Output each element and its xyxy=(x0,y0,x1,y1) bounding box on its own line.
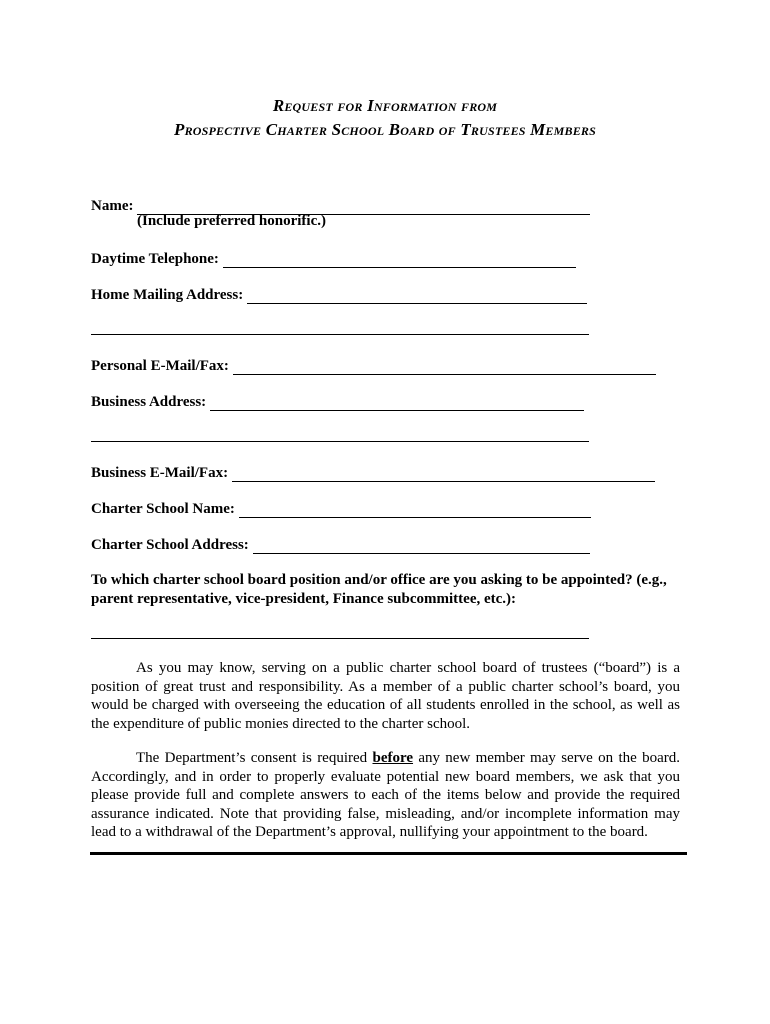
business-email-fax-field xyxy=(91,462,655,482)
document-title-line-2: Prospective Charter School Board of Trustees Members xyxy=(173,120,596,139)
charter-school-name-field xyxy=(91,498,591,518)
home-mailing-address-line-2[interactable] xyxy=(91,334,589,335)
document-title-line-1: Request for Information from xyxy=(272,96,498,115)
business-address-line-2[interactable] xyxy=(91,441,589,442)
business-address-input-line[interactable] xyxy=(210,394,584,411)
charter-school-name-label: Charter School Name: xyxy=(91,501,235,517)
charter-school-address-field xyxy=(91,534,590,554)
intro-paragraph-1: As you may know, serving on a public charter school board of trustees (“board”) is a position of great trust and responsibility. As a member of a public charter school’s board, you would be charged with overseeing the education of all students enrolled in the school, as well as the expenditure of public monies directed to the charter school. xyxy=(91,660,680,732)
charter-school-address-input-line[interactable] xyxy=(253,537,590,554)
charter-school-address-label: Charter School Address: xyxy=(91,537,249,553)
home-mailing-address-label: Home Mailing Address: xyxy=(91,287,244,303)
personal-email-fax-label: Personal E-Mail/Fax: xyxy=(91,358,229,374)
daytime-telephone-input-line[interactable] xyxy=(223,251,576,268)
name-field xyxy=(91,195,590,215)
paragraph-2-emphasis: before xyxy=(372,750,414,766)
daytime-telephone-field xyxy=(91,248,576,268)
board-position-question: To which charter school board position and/or office are you asking to be appointed? (e.g., parent representative, vice-president, Finance subcommittee, etc.): xyxy=(91,572,667,607)
business-address-field xyxy=(91,391,584,411)
section-divider xyxy=(90,852,687,855)
name-label: Name: xyxy=(91,198,134,214)
paragraph-2-text-after: any new member may serve on the board. Accordingly, and in order to properly evaluate potential new board members, we ask that you please provide full and complete answers to each of the items below and provide the required assurance indicated. Note that providing false, misleading, and/or incomplete information may lead to a withdrawal of the Department’s approval, nullifying your appointment to the board. xyxy=(91,750,680,840)
business-email-fax-label: Business E-Mail/Fax: xyxy=(91,465,229,481)
business-address-label: Business Address: xyxy=(91,394,207,410)
paragraph-2-text-before: The Department’s consent is required xyxy=(136,750,373,766)
board-position-answer-line[interactable] xyxy=(91,638,589,639)
home-mailing-address-field xyxy=(91,284,587,304)
intro-paragraph-2 xyxy=(91,749,680,842)
personal-email-fax-input-line[interactable] xyxy=(233,358,656,375)
daytime-telephone-label: Daytime Telephone: xyxy=(91,251,219,267)
personal-email-fax-field xyxy=(91,355,656,375)
charter-school-name-input-line[interactable] xyxy=(239,501,591,518)
home-mailing-address-input-line[interactable] xyxy=(247,287,587,304)
business-email-fax-input-line[interactable] xyxy=(232,465,655,482)
name-hint: (Include preferred honorific.) xyxy=(137,213,327,229)
